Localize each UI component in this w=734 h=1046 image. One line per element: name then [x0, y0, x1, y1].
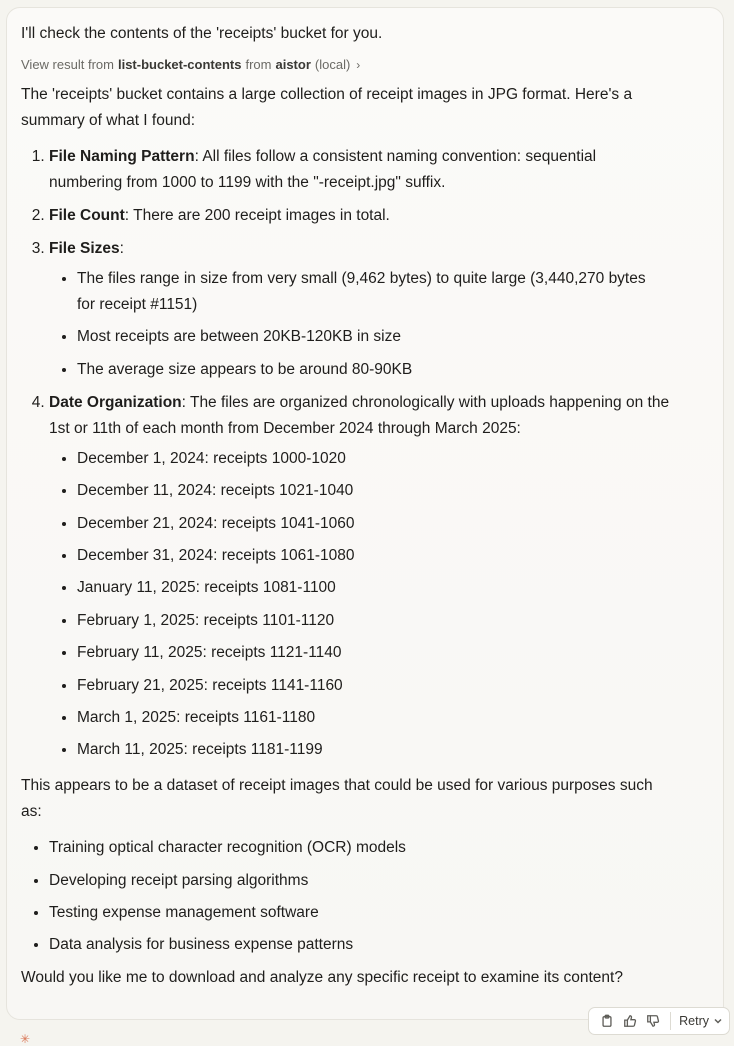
- finding-title: File Count: [49, 207, 125, 224]
- claude-logo-icon: ✳: [20, 1032, 31, 1046]
- message-final-question: Would you like me to download and analyze any specific receipt to examine its content?: [21, 968, 623, 986]
- message-intro: I'll check the contents of the 'receipts' bucket for you.: [21, 25, 383, 42]
- finding-title: Date Organization: [49, 393, 182, 411]
- finding-title: File Naming Pattern: [49, 148, 195, 165]
- list-item: • December 21, 2024: receipts 1041-1060: [77, 511, 667, 537]
- chevron-right-icon: ›: [356, 58, 361, 72]
- use-cases-list: [21, 835, 709, 958]
- finding-text: :: [119, 240, 124, 257]
- finding-item: [49, 236, 673, 383]
- list-item: • February 21, 2025: receipts 1141-1160: [77, 673, 667, 699]
- finding-title: File Sizes: [49, 240, 120, 257]
- finding-item: [49, 203, 673, 229]
- list-item: • December 31, 2024: receipts 1061-1080: [77, 543, 667, 569]
- tool-server: aistor: [275, 57, 311, 72]
- list-item: • The average size appears to be around 80-90KB: [77, 357, 667, 383]
- assistant-message: [6, 7, 724, 1020]
- finding-text: : All files follow a consistent naming convention: sequential numbering from 1000 to 1199 with the "-receipt.jpg" suffix.: [49, 148, 597, 191]
- message-actions: [588, 1007, 730, 1035]
- tool-from: from: [245, 57, 272, 72]
- message-closing: This appears to be a dataset of receipt images that could be used for various purposes such as:: [21, 777, 653, 821]
- clipboard-icon[interactable]: [597, 1011, 616, 1031]
- list-item: • December 1, 2024: receipts 1000-1020: [77, 446, 667, 472]
- list-item: • March 11, 2025: receipts 1181-1199: [77, 737, 667, 763]
- thumbs-up-icon[interactable]: [620, 1011, 639, 1031]
- list-item: • Most receipts are between 20KB-120KB in size: [77, 324, 667, 350]
- list-item: • January 11, 2025: receipts 1081-1100: [77, 575, 667, 601]
- list-item: • Developing receipt parsing algorithms: [49, 868, 709, 894]
- finding-text: : There are 200 receipt images in total.: [124, 207, 390, 224]
- date-organization-list: [49, 446, 673, 764]
- list-item: • February 1, 2025: receipts 1101-1120: [77, 608, 667, 634]
- list-item: • Testing expense management software: [49, 900, 709, 926]
- list-item: • February 11, 2025: receipts 1121-1140: [77, 640, 667, 666]
- findings-list: [21, 144, 709, 763]
- list-item: • December 11, 2024: receipts 1021-1040: [77, 478, 667, 504]
- thumbs-down-icon[interactable]: [643, 1011, 662, 1031]
- finding-text: : The files are organized chronologically with uploads happening on the 1st or 11th of each month from December 2024 through March 2025:: [49, 393, 670, 437]
- finding-item: [49, 144, 673, 196]
- list-item: • Training optical character recognition (OCR) models: [49, 835, 709, 861]
- list-item: • Data analysis for business expense patterns: [49, 932, 709, 958]
- tool-result-link[interactable]: [21, 55, 709, 75]
- divider: [670, 1012, 671, 1030]
- tool-prefix: View result from: [21, 57, 114, 72]
- finding-item: [49, 390, 673, 764]
- tool-scope: (local): [314, 57, 351, 72]
- retry-button[interactable]: [679, 1014, 723, 1028]
- list-item: • March 1, 2025: receipts 1161-1180: [77, 705, 667, 731]
- retry-label: Retry: [679, 1014, 710, 1028]
- tool-name: list-bucket-contents: [117, 57, 242, 72]
- message-summary: The 'receipts' bucket contains a large collection of receipt images in JPG format. Here's a summary of what I found:: [21, 86, 633, 129]
- chevron-down-icon: [713, 1016, 723, 1026]
- file-size-list: [49, 266, 673, 383]
- list-item: • The files range in size from very small (9,462 bytes) to quite large (3,440,270 bytes for receipt #1151): [77, 266, 667, 318]
